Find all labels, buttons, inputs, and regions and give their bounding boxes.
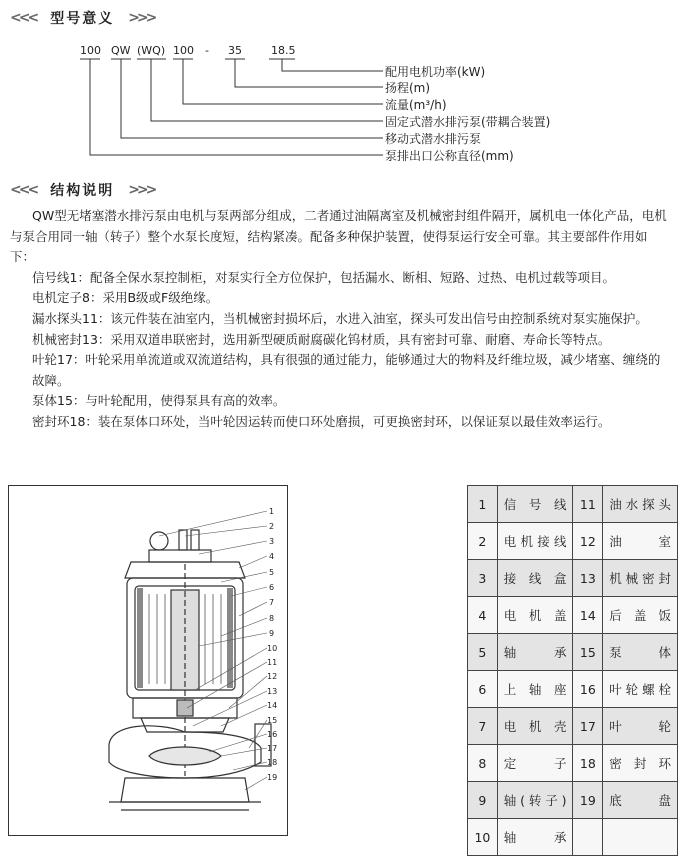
callout-16: 16 xyxy=(267,730,278,739)
structure-item: 电机定子8：采用B级或F级绝缘。 xyxy=(32,290,219,306)
code-flow: 100 xyxy=(173,44,194,57)
model-section-header xyxy=(10,6,154,30)
part-number: 3 xyxy=(468,560,498,597)
part-number: 14 xyxy=(573,597,603,634)
label-power: 配用电机功率(kW) xyxy=(385,65,486,79)
part-name: 电机接线 xyxy=(497,523,573,560)
callout-19: 19 xyxy=(267,773,278,782)
callout-15: 15 xyxy=(267,716,278,725)
part-name: 密封环 xyxy=(603,745,678,782)
part-name: 轴(转子) xyxy=(497,782,573,819)
structure-item: 泵体15：与叶轮配用，使得泵具有高的效率。 xyxy=(32,393,286,409)
part-name: 叶轮 xyxy=(603,708,678,745)
callout-2: 2 xyxy=(269,522,275,531)
part-number: 17 xyxy=(573,708,603,745)
part-number: 8 xyxy=(468,745,498,782)
structure-section-header xyxy=(10,178,154,202)
parts-table-row xyxy=(468,708,678,745)
parts-table xyxy=(467,485,678,856)
parts-table-row xyxy=(468,819,678,856)
right-chevrons-icon: >>> xyxy=(128,10,155,26)
label-diameter: 泵排出口公称直径(mm) xyxy=(385,149,514,163)
structure-item: 密封环18：装在泵体口环处，当叶轮因运转而使口环处磨损，可更换密封环，以保证泵以最佳效率运行。 xyxy=(32,413,611,429)
label-head: 扬程(m) xyxy=(385,81,431,95)
parts-table-row xyxy=(468,597,678,634)
left-chevrons-icon: <<< xyxy=(10,182,37,198)
parts-table-row xyxy=(468,782,678,819)
part-number: 15 xyxy=(573,634,603,671)
callout-12: 12 xyxy=(267,672,278,681)
part-name: 轴承 xyxy=(497,819,573,856)
part-name: 上轴座 xyxy=(497,671,573,708)
part-name: 油水探头 xyxy=(603,486,678,523)
part-number: 19 xyxy=(573,782,603,819)
callout-13: 13 xyxy=(267,687,278,696)
callout-5: 5 xyxy=(269,568,275,577)
parts-table-row xyxy=(468,634,678,671)
part-name: 定子 xyxy=(497,745,573,782)
part-number: 2 xyxy=(468,523,498,560)
part-name: 信号线 xyxy=(497,486,573,523)
structure-item: 信号线1：配备全保水泵控制柜，对泵实行全方位保护，包括漏水、断相、短路、过热、电机过载等项目。 xyxy=(32,269,615,285)
part-number: 5 xyxy=(468,634,498,671)
part-number: 6 xyxy=(468,671,498,708)
part-name: 轴承 xyxy=(497,634,573,671)
label-fixed-type: 固定式潜水排污泵(带耦合装置) xyxy=(385,115,551,129)
right-chevrons-icon: >>> xyxy=(128,182,155,198)
part-number: 7 xyxy=(468,708,498,745)
part-name: 叶轮螺栓 xyxy=(603,671,678,708)
parts-table-row xyxy=(468,745,678,782)
model-code-diagram xyxy=(0,40,678,170)
part-name: 接线盒 xyxy=(497,560,573,597)
label-mobile-type: 移动式潜水排污泵 xyxy=(385,132,482,146)
part-number: 16 xyxy=(573,671,603,708)
callout-10: 10 xyxy=(267,644,278,653)
callout-8: 8 xyxy=(269,614,275,623)
code-dash: - xyxy=(205,44,209,57)
structure-description xyxy=(10,206,672,433)
code-head: 35 xyxy=(228,44,242,57)
pump-drawing xyxy=(9,486,287,835)
callout-1: 1 xyxy=(269,507,275,516)
model-section-title: 型号意义 xyxy=(50,11,115,27)
label-flow: 流量(m³/h) xyxy=(385,98,447,112)
part-name: 后盖饭 xyxy=(603,597,678,634)
pump-cross-section-diagram xyxy=(8,485,288,836)
part-number: 11 xyxy=(573,486,603,523)
part-number: 4 xyxy=(468,597,498,634)
part-number: 9 xyxy=(468,782,498,819)
parts-table-row xyxy=(468,523,678,560)
callout-17: 17 xyxy=(267,744,278,753)
callout-18: 18 xyxy=(267,758,278,767)
part-name: 机械密封 xyxy=(603,560,678,597)
callout-11: 11 xyxy=(267,658,278,667)
parts-table-row xyxy=(468,486,678,523)
callout-4: 4 xyxy=(269,552,275,561)
part-name: 底盘 xyxy=(603,782,678,819)
part-name xyxy=(603,819,678,856)
model-code-leader-lines xyxy=(0,40,678,170)
callout-9: 9 xyxy=(269,629,275,638)
callout-14: 14 xyxy=(267,701,278,710)
structure-section-title: 结构说明 xyxy=(50,183,115,199)
part-number: 12 xyxy=(573,523,603,560)
parts-table-row xyxy=(468,560,678,597)
code-wq: (WQ) xyxy=(137,44,166,57)
part-number: 1 xyxy=(468,486,498,523)
structure-item: 漏水探头11：该元件装在油室内，当机械密封损坏后，水进入油室，探头可发出信号由控制系统对泵实施保护。 xyxy=(32,310,648,326)
part-name: 泵体 xyxy=(603,634,678,671)
part-number: 10 xyxy=(468,819,498,856)
callout-6: 6 xyxy=(269,583,275,592)
part-name: 电机壳 xyxy=(497,708,573,745)
code-diameter: 100 xyxy=(80,44,101,57)
callout-7: 7 xyxy=(269,598,275,607)
part-name: 油室 xyxy=(603,523,678,560)
part-name: 电机盖 xyxy=(497,597,573,634)
code-qw: QW xyxy=(111,44,131,57)
part-number xyxy=(573,819,603,856)
part-number: 13 xyxy=(573,560,603,597)
part-number: 18 xyxy=(573,745,603,782)
left-chevrons-icon: <<< xyxy=(10,10,37,26)
code-power: 18.5 xyxy=(271,44,296,57)
structure-intro: QW型无堵塞潜水排污泵由电机与泵两部分组成，二者通过油隔离室及机械密封组件隔开，属机电一体化产品，电机与泵合用同一轴（转子）整个水泵长度短，结构紧凑。配备多种保护装置，使得泵运行安全可靠。其主要部件作用如下： xyxy=(10,208,667,265)
structure-item: 叶轮17：叶轮采用单流道或双流道结构，具有很强的通过能力，能够通过大的物料及纤维垃圾，减少堵塞、缠绕的故障。 xyxy=(32,352,661,388)
structure-item: 机械密封13：采用双道串联密封，选用新型硬质耐腐碳化钨材质，具有密封可靠、耐磨、寿命长等特点。 xyxy=(32,331,611,347)
parts-table-row xyxy=(468,671,678,708)
callout-3: 3 xyxy=(269,537,275,546)
